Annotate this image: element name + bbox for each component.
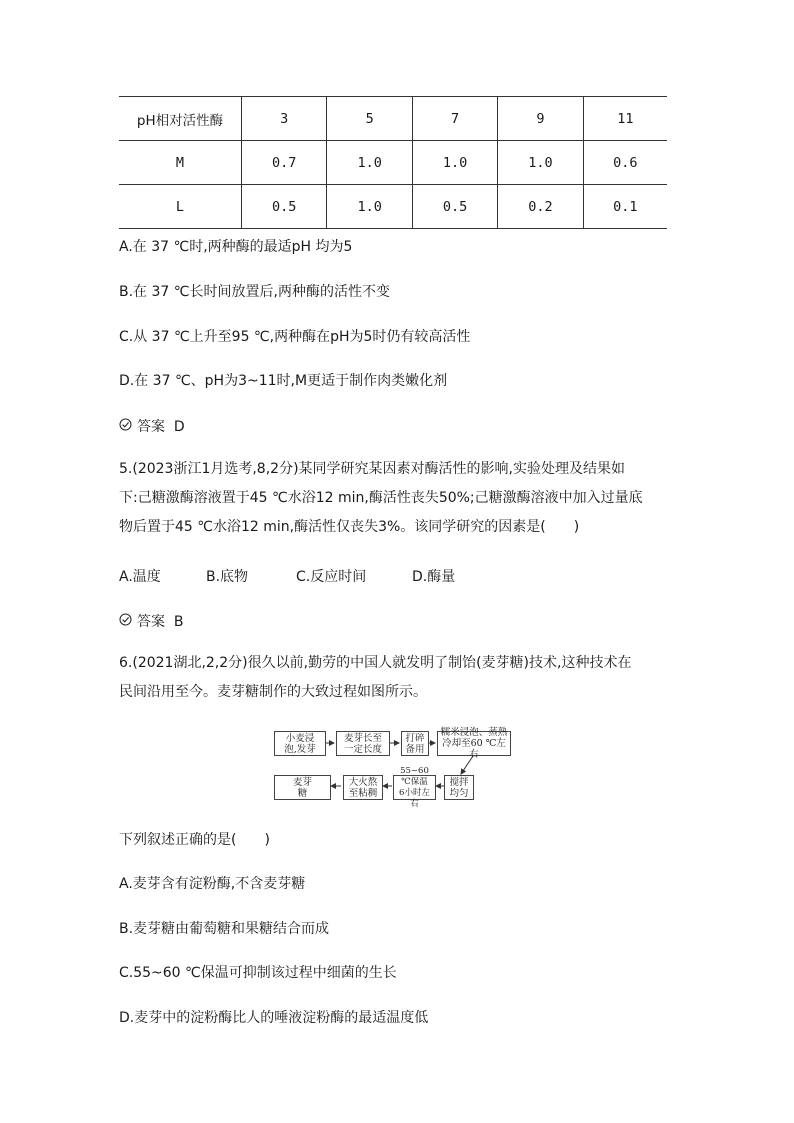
- table-header-cell: 9: [498, 97, 583, 141]
- table-header-cell: pH相对活性酶: [119, 97, 242, 141]
- table-cell: 1.0: [412, 141, 497, 185]
- flow-step-text: 6小时左右: [399, 787, 430, 809]
- q6-option-b: B.麦芽糖由葡萄糖和果糖结合而成: [119, 921, 330, 937]
- flow-step-text: 麦芽: [292, 776, 312, 788]
- q5-stem: [119, 455, 679, 542]
- table-header-cell: 11: [583, 97, 667, 141]
- flow-step-grow-malt: [336, 731, 390, 756]
- flow-step-text: 备用: [405, 743, 425, 755]
- q6-stem-line: 6.(2021湖北,2,2分)很久以前,勤劳的中国人就发明了制饴(麦芽糖)技术,这种技术在: [119, 655, 632, 671]
- q6-question: 下列叙述正确的是( ): [119, 832, 270, 848]
- table-header-cell: 3: [242, 97, 327, 141]
- answer-check-icon: [119, 418, 133, 435]
- flow-step-text: 一定长度: [343, 743, 382, 755]
- q6-stem: [119, 649, 679, 707]
- answer-check-icon: [119, 613, 133, 630]
- flow-step-text: 大火熬: [348, 776, 378, 788]
- q5-answer: [119, 611, 184, 631]
- flow-step-crush: [401, 731, 429, 756]
- flow-step-text: 均匀: [449, 787, 469, 799]
- flow-step-soak-wheat: [274, 731, 326, 756]
- q5-options: [119, 566, 455, 586]
- table-row: [119, 185, 667, 229]
- q4-option-a: A.在 37 ℃时,两种酶的最适pH 均为5: [119, 239, 353, 255]
- flow-step-keep-warm: [393, 765, 436, 809]
- answer-value: D: [173, 419, 185, 435]
- q5-option-d: D.酶量: [412, 569, 456, 585]
- flow-step-boil: [343, 775, 383, 800]
- flow-step-text: 麦芽长至: [343, 732, 382, 744]
- q5-stem-line: 5.(2023浙江1月选考,8,2分)某同学研究某因素对酶活性的影响,实验处理及结果如: [119, 461, 625, 477]
- q4-option-c: C.从 37 ℃上升至95 ℃,两种酶在pH为5时仍有较高活性: [119, 329, 471, 345]
- flow-step-text: 55~60 ℃保温: [400, 765, 429, 787]
- flow-step-text: 糖: [297, 787, 308, 799]
- table-cell: 0.2: [498, 185, 583, 229]
- table-cell: 1.0: [498, 141, 583, 185]
- q4-option-d: D.在 37 ℃、pH为3~11时,M更适于制作肉类嫩化剂: [119, 373, 448, 389]
- flow-step-steam-rice: [437, 727, 511, 760]
- q6-option-a: A.麦芽含有淀粉酶,不含麦芽糖: [119, 876, 306, 892]
- q6-option-c: C.55~60 ℃保温可抑制该过程中细菌的生长: [119, 965, 397, 981]
- table-cell: 0.5: [242, 185, 327, 229]
- table-cell: 0.7: [242, 141, 327, 185]
- table-row: [119, 141, 667, 185]
- q5-option-b: B.底物: [206, 569, 249, 585]
- flow-step-text: 至粘稠: [348, 787, 378, 799]
- q5-option-a: A.温度: [119, 569, 161, 585]
- enzyme-activity-table: [119, 96, 667, 229]
- q5-option-c: C.反应时间: [296, 569, 367, 585]
- table-cell: 1.0: [327, 141, 412, 185]
- flow-step-text: 小麦浸: [285, 732, 315, 744]
- flow-step-text: 冷却至60 ℃左右: [442, 738, 506, 760]
- table-cell: 0.1: [583, 185, 667, 229]
- q5-stem-line: 物后置于45 ℃水浴12 min,酶活性仅丧失3%。该同学研究的因素是( ): [119, 519, 580, 535]
- flow-step-text: 搅拌: [449, 776, 469, 788]
- table-cell: L: [119, 185, 242, 229]
- table-cell: 0.6: [583, 141, 667, 185]
- q4-option-b: B.在 37 ℃长时间放置后,两种酶的活性不变: [119, 284, 390, 300]
- flow-step-text: 糯米浸泡、蒸熟: [440, 727, 508, 738]
- table-header-cell: 7: [412, 97, 497, 141]
- q5-stem-line: 下:己糖激酶溶液置于45 ℃水浴12 min,酶活性丧失50%;己糖激酶溶液中加入过量底: [119, 490, 643, 506]
- table-header-row: [119, 97, 667, 141]
- flow-step-text: 泡,发芽: [284, 743, 316, 755]
- answer-label: 答案: [137, 419, 165, 435]
- table-cell: 1.0: [327, 185, 412, 229]
- answer-value: B: [173, 614, 184, 630]
- table-cell: 0.5: [412, 185, 497, 229]
- flow-step-text: 打碎: [405, 732, 425, 744]
- answer-label: 答案: [137, 614, 165, 630]
- q6-option-d: D.麦芽中的淀粉酶比人的唾液淀粉酶的最适温度低: [119, 1010, 429, 1026]
- flow-step-stir: [444, 775, 474, 800]
- q4-answer: [119, 416, 185, 436]
- table-cell: M: [119, 141, 242, 185]
- maltose-process-flowchart: [272, 727, 512, 809]
- flow-step-maltose: [274, 775, 331, 800]
- table-header-cell: 5: [327, 97, 412, 141]
- q6-stem-line: 民间沿用至今。麦芽糖制作的大致过程如图所示。: [119, 684, 427, 700]
